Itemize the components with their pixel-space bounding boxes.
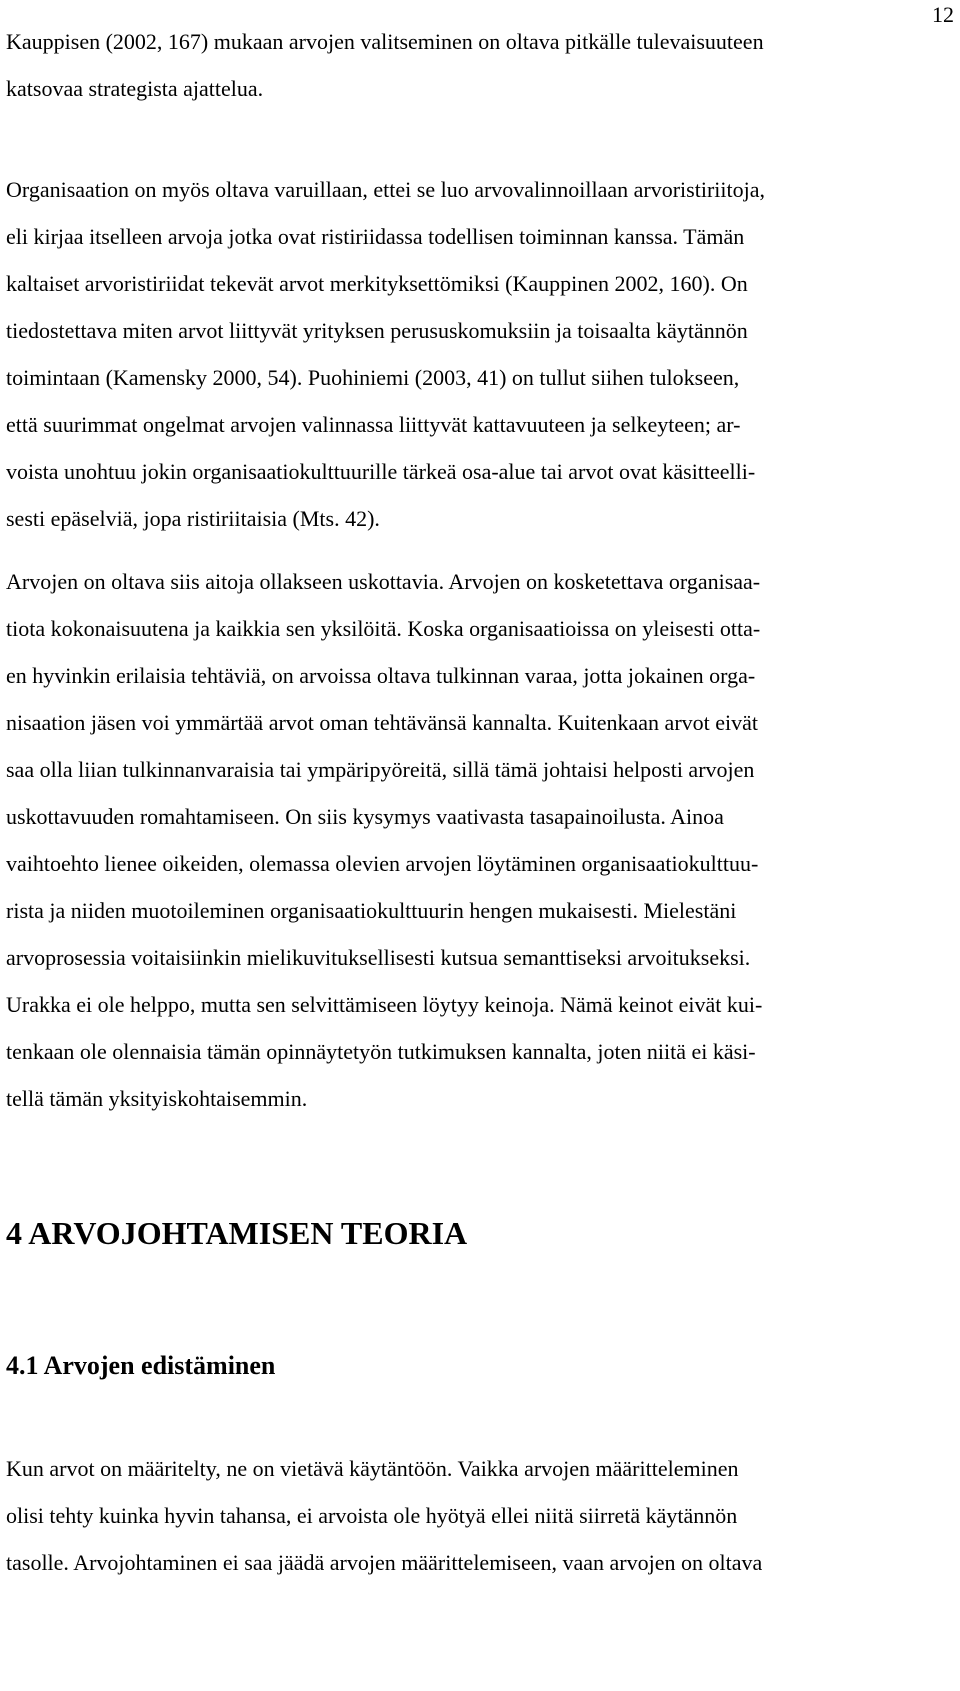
text-line: tellä tämän yksityiskohtaisemmin. [6, 1086, 308, 1111]
text-line: arvoprosessia voitaisiinkin mielikuvituksellisesti kutsua semanttiseksi arvoitukseksi. [6, 945, 751, 970]
text-line: kaltaiset arvoristiriidat tekevät arvot merkityksettömiksi (Kauppinen 2002, 160). On [6, 271, 748, 296]
page-number: 12 [932, 2, 954, 27]
text-line: katsovaa strategista ajattelua. [6, 76, 264, 101]
text-line: vaihtoehto lienee oikeiden, olemassa olevien arvojen löytäminen organisaatiokulttuu- [6, 851, 759, 876]
paragraph-1 [6, 18, 954, 112]
text-line: toimintaan (Kamensky 2000, 54). Puohiniemi (2003, 41) on tullut siihen tulokseen, [6, 365, 740, 390]
text-line: että suurimmat ongelmat arvojen valinnassa liittyvät kattavuuteen ja selkeyteen; ar- [6, 412, 741, 437]
text-line: nisaation jäsen voi ymmärtää arvot oman tehtävänsä kannalta. Kuitenkaan arvot eivät [6, 710, 759, 735]
text-line: rista ja niiden muotoileminen organisaatiokulttuurin hengen mukaisesti. Mielestäni [6, 898, 737, 923]
paragraph-4 [6, 1445, 954, 1586]
text-line: voista unohtuu jokin organisaatiokulttuurille tärkeä osa-alue tai arvot ovat käsitteelli- [6, 459, 756, 484]
text-line: saa olla liian tulkinnanvaraisia tai ympäripyöreitä, sillä tämä johtaisi helposti arvojen [6, 757, 755, 782]
text-line: uskottavuuden romahtamiseen. On siis kysymys vaativasta tasapainoilusta. Ainoa [6, 804, 724, 829]
text-line: sesti epäselviä, jopa ristiriitaisia (Mts. 42). [6, 506, 380, 531]
text-line: Kauppisen (2002, 167) mukaan arvojen valitseminen on oltava pitkälle tulevaisuuteen [6, 29, 764, 54]
paragraph-2 [6, 166, 954, 542]
text-line: tiedostettava miten arvot liittyvät yrityksen perususkomuksiin ja toisaalta käytännön [6, 318, 748, 343]
text-line: tiota kokonaisuutena ja kaikkia sen yksilöitä. Koska organisaatioissa on yleisesti otta- [6, 616, 761, 641]
text-line: tenkaan ole olennaisia tämän opinnäytetyön tutkimuksen kannalta, joten niitä ei käsi- [6, 1039, 756, 1064]
text-line: olisi tehty kuinka hyvin tahansa, ei arvoista ole hyötyä ellei niitä siirretä käytännön [6, 1503, 738, 1528]
text-line: Urakka ei ole helppo, mutta sen selvittämiseen löytyy keinoja. Nämä keinot eivät kui- [6, 992, 763, 1017]
section-heading: 4.1 Arvojen edistäminen [6, 1351, 276, 1380]
text-line: Arvojen on oltava siis aitoja ollakseen uskottavia. Arvojen on kosketettava organisaa- [6, 569, 761, 594]
text-line: tasolle. Arvojohtaminen ei saa jäädä arvojen määrittelemiseen, vaan arvojen on oltava [6, 1550, 763, 1575]
text-line: Kun arvot on määritelty, ne on vietävä käytäntöön. Vaikka arvojen määritteleminen [6, 1456, 739, 1481]
text-line: Organisaation on myös oltava varuillaan, ettei se luo arvovalinnoillaan arvoristiriitoja, [6, 177, 765, 202]
text-line: en hyvinkin erilaisia tehtäviä, on arvoissa oltava tulkinnan varaa, jotta jokainen orga- [6, 663, 756, 688]
text-line: eli kirjaa itselleen arvoja jotka ovat ristiriidassa todellisen toiminnan kanssa. Tämän [6, 224, 745, 249]
paragraph-3 [6, 558, 954, 1122]
chapter-heading: 4 ARVOJOHTAMISEN TEORIA [6, 1215, 468, 1251]
